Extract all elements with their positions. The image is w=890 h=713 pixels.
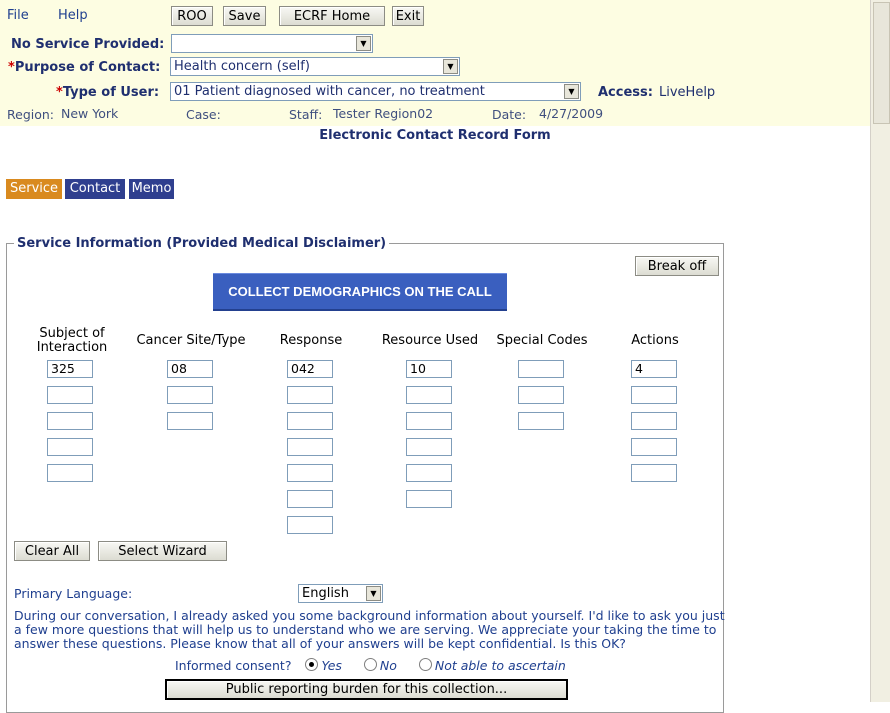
actions-input[interactable] [631,386,677,404]
consent-no-option[interactable] [364,658,397,673]
resource-input[interactable] [406,490,452,508]
purpose-value: Health concern (self) [174,59,310,74]
response-input[interactable] [287,438,333,456]
column-header-subject [22,327,122,355]
radio-icon[interactable] [419,658,432,671]
primary-language-label: Primary Language: [14,586,133,601]
consent-na-option[interactable] [419,658,566,673]
tab-service[interactable]: Service [6,179,62,199]
dropdown-arrow-icon: ▼ [443,59,458,74]
subject-input[interactable] [47,412,93,430]
region-label: Region: [7,107,55,122]
exit-button[interactable]: Exit [392,6,424,26]
case-label: Case: [186,107,221,122]
access-value: LiveHelp [659,85,716,100]
section-legend: Service Information (Provided Medical Disclaimer) [14,236,389,251]
date-value: 4/27/2009 [539,106,604,121]
column-header-cancer-site: Cancer Site/Type [136,333,246,348]
cancer-site-input[interactable] [167,386,213,404]
dropdown-arrow-icon: ▼ [356,36,371,51]
resource-input[interactable]: 10 [406,360,452,378]
purpose-label [8,60,160,75]
access-label: Access: [598,85,653,100]
tab-contact[interactable]: Contact [65,179,125,199]
no-service-select[interactable] [171,34,373,53]
no-service-label: No Service Provided: [11,37,165,52]
column-header-subject-line2: Interaction [36,340,108,355]
actions-input[interactable] [631,438,677,456]
break-off-button[interactable]: Break off [635,256,719,276]
consent-yes-label: Yes [321,658,342,673]
special-codes-input[interactable] [518,360,564,378]
required-marker: * [56,85,63,100]
informed-consent-label: Informed consent? [175,658,292,673]
select-wizard-button[interactable]: Select Wizard [98,541,227,561]
informed-consent-row [175,658,566,673]
tab-memo[interactable]: Memo [129,179,174,199]
user-type-label [56,85,159,100]
demographics-script-text: During our conversation, I already asked you some background information about yourself. I'd like to ask you just a few more questions that will help us to understand who we are serving. We appreciate your taking the time to answer these questions. Please know that all of your answers will be kept confidential. Is this OK? [14,608,725,651]
actions-input[interactable] [631,464,677,482]
save-button[interactable]: Save [223,6,266,26]
response-input[interactable] [287,412,333,430]
special-codes-input[interactable] [518,386,564,404]
response-input[interactable] [287,386,333,404]
resource-input[interactable] [406,386,452,404]
actions-input[interactable] [631,412,677,430]
response-input[interactable]: 042 [287,360,333,378]
date-label: Date: [492,107,527,122]
consent-no-label: No [379,658,397,673]
page-title: Electronic Contact Record Form [319,128,551,143]
consent-na-label: Not able to ascertain [434,658,566,673]
clear-all-button[interactable]: Clear All [14,541,90,561]
primary-language-value: English [302,586,349,601]
response-input[interactable] [287,464,333,482]
vertical-scrollbar[interactable] [870,0,890,702]
subject-input[interactable] [47,438,93,456]
staff-value: Tester Region02 [333,106,434,121]
subject-input[interactable]: 325 [47,360,93,378]
response-input[interactable] [287,516,333,534]
actions-input[interactable]: 4 [631,360,677,378]
subject-input[interactable] [47,386,93,404]
column-header-special-codes: Special Codes [496,333,588,348]
column-header-response: Response [279,333,343,348]
user-type-select[interactable] [170,82,581,101]
menu-file[interactable]: File [7,8,29,23]
public-reporting-burden-button[interactable]: Public reporting burden for this collection... [165,679,568,700]
required-marker: * [8,60,15,75]
user-type-value: 01 Patient diagnosed with cancer, no treatment [174,84,485,99]
scrollbar-thumb[interactable] [873,2,890,124]
region-value: New York [61,106,119,121]
cancer-site-input[interactable] [167,412,213,430]
purpose-select[interactable] [170,57,460,76]
resource-input[interactable] [406,438,452,456]
column-header-resource: Resource Used [381,333,479,348]
radio-icon[interactable] [364,658,377,671]
cancer-site-input[interactable]: 08 [167,360,213,378]
dropdown-arrow-icon: ▼ [366,586,381,601]
user-type-label-text: Type of User: [62,85,160,100]
resource-input[interactable] [406,464,452,482]
radio-selected-icon[interactable] [305,658,318,671]
primary-language-select[interactable] [298,584,383,603]
staff-label: Staff: [289,107,323,122]
ecrf-home-button[interactable]: ECRF Home [279,6,385,26]
purpose-label-text: Purpose of Contact: [14,60,161,75]
resource-input[interactable] [406,412,452,430]
column-header-subject-line1: Subject of [39,326,105,341]
response-input[interactable] [287,490,333,508]
roo-button[interactable]: ROO [171,6,213,26]
dropdown-arrow-icon: ▼ [564,84,579,99]
collect-demographics-banner[interactable]: COLLECT DEMOGRAPHICS ON THE CALL [213,273,507,311]
special-codes-input[interactable] [518,412,564,430]
column-header-actions: Actions [631,333,679,348]
menu-help[interactable]: Help [58,8,88,23]
consent-yes-option[interactable] [305,658,341,673]
subject-input[interactable] [47,464,93,482]
